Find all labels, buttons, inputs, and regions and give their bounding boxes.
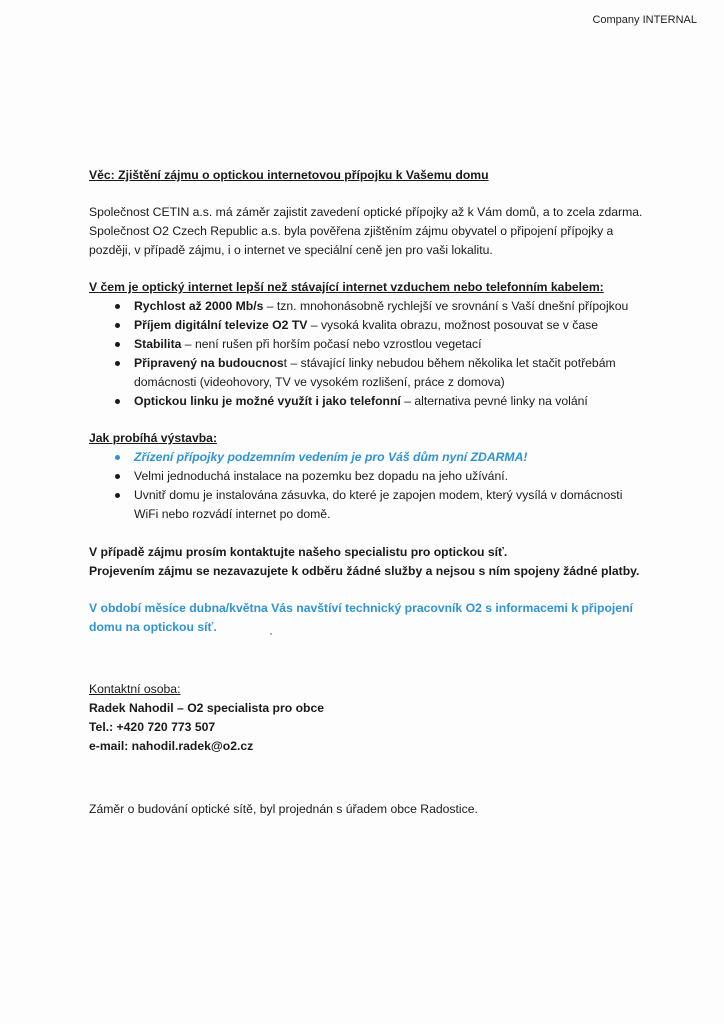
construction-item <box>89 467 649 486</box>
benefit-item <box>89 297 649 316</box>
benefits-list <box>89 297 649 411</box>
construction-highlight: Zřízení přípojky podzemním vedením je pro Váš dům nyní ZDARMA! <box>134 450 528 464</box>
footer-note: Záměr o budování optické sítě, byl projednán s úřadem obce Radostice. <box>89 802 478 816</box>
bullet-icon <box>115 455 120 460</box>
bullet-icon <box>115 399 120 404</box>
call-to-action <box>89 543 649 581</box>
benefits-heading: V čem je optický internet lepší než stávající internet vzduchem nebo telefonním kabelem: <box>89 280 604 294</box>
bullet-icon <box>115 474 120 479</box>
contact-email: e-mail: nahodil.radek@o2.cz <box>89 739 254 753</box>
benefit-text: – není rušen při horším počasí nebo vzrostlou vegetací <box>181 337 482 351</box>
benefit-title: Příjem digitální televize O2 TV <box>134 318 308 332</box>
classification-label: Company INTERNAL <box>592 14 697 26</box>
visit-line: V období měsíce dubna/května Vás navštíví technický pracovník O2 s informacemi k připojení <box>89 601 633 615</box>
subject-line: Věc: Zjištění zájmu o optickou internetovou přípojku k Vašemu domu <box>89 168 489 182</box>
benefit-item <box>89 392 649 411</box>
bullet-icon <box>115 361 120 366</box>
benefit-item <box>89 335 649 354</box>
benefit-text-continued: domácnosti (videohovory, TV ve vysokém rozlišení, práce z domova) <box>134 375 505 389</box>
bullet-icon <box>115 493 120 498</box>
contact-block <box>89 699 649 756</box>
benefit-title: Optickou linku je možné využít i jako telefonní <box>134 394 401 408</box>
contact-heading: Kontaktní osoba: <box>89 682 181 696</box>
construction-item <box>89 486 649 524</box>
visit-notice <box>89 599 649 637</box>
cta-line: V případě zájmu prosím kontaktujte našeho specialistu pro optickou síť. <box>89 545 508 559</box>
benefit-text: t – stávající linky nebudou během několika let stačit potřebám <box>283 356 616 370</box>
benefit-text: – tzn. mnohonásobně rychlejší ve srovnání s Vaší dnešní přípojkou <box>263 299 629 313</box>
contact-phone: Tel.: +420 720 773 507 <box>89 720 216 734</box>
letter-body <box>89 166 649 819</box>
cta-line: Projevením zájmu se nezavazujete k odběru žádné služby a nejsou s ním spojeny žádné platby. <box>89 564 640 578</box>
construction-list <box>89 448 649 524</box>
construction-text: Velmi jednoduchá instalace na pozemku bez dopadu na jeho užívání. <box>134 469 509 483</box>
intro-line: Společnost O2 Czech Republic a.s. byla pověřena zjištěním zájmu obyvatel o připojení přípojky a <box>89 224 614 238</box>
bullet-icon <box>115 342 120 347</box>
benefit-title: Připravený na budoucnos <box>134 356 284 370</box>
intro-line: Společnost CETIN a.s. má záměr zajistit zavedení optické přípojky až k Vám domů, a to zcela zdarma. <box>89 205 643 219</box>
benefit-text: – alternativa pevné linky na volání <box>400 394 588 408</box>
benefit-title: Stabilita <box>134 337 182 351</box>
benefit-text: – vysoká kvalita obrazu, možnost posouvat se v čase <box>307 318 599 332</box>
benefit-item <box>89 316 649 335</box>
benefit-item <box>89 354 649 392</box>
scan-speck <box>270 633 272 635</box>
visit-line: domu na optickou síť. <box>89 620 217 634</box>
intro-line: později, v případě zájmu, i o internet ve speciální ceně jen pro vaši lokalitu. <box>89 243 493 257</box>
contact-name: Radek Nahodil – O2 specialista pro obce <box>89 701 325 715</box>
bullet-icon <box>115 304 120 309</box>
construction-text-continued: WiFi nebo rozvádí internet po domě. <box>134 507 331 521</box>
bullet-icon <box>115 323 120 328</box>
intro-paragraph <box>89 203 649 260</box>
benefit-title: Rychlost až 2000 Mb/s <box>134 299 264 313</box>
construction-heading: Jak probíhá výstavba: <box>89 431 218 445</box>
construction-item <box>89 448 649 467</box>
construction-text: Uvnitř domu je instalována zásuvka, do které je zapojen modem, který vysílá v domácnosti <box>134 488 623 502</box>
